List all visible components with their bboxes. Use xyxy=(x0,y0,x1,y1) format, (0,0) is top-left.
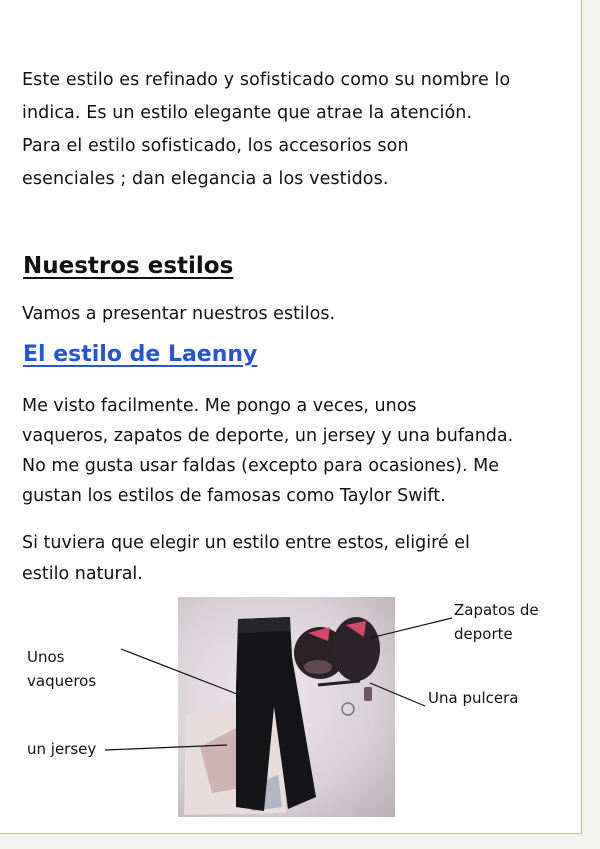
style-title: El estilo de Laenny xyxy=(23,342,258,367)
bracelet-shape xyxy=(342,703,354,715)
shoes-label-line: deporte xyxy=(454,625,513,643)
choice-line: estilo natural. xyxy=(22,564,143,584)
intro-line: esenciales ; dan elegancia a los vestidos. xyxy=(22,169,389,189)
description-line: gustan los estilos de famosas como Taylor Swift. xyxy=(22,486,446,506)
description-line: vaqueros, zapatos de deporte, un jersey y una bufanda. xyxy=(22,426,514,446)
jeans-label-line: vaqueros xyxy=(27,672,97,690)
style-description xyxy=(22,391,582,511)
outfit-photo xyxy=(178,597,395,817)
outfit-illustration xyxy=(178,597,395,817)
section-heading: Nuestros estilos xyxy=(23,253,234,279)
jeans-waistband xyxy=(238,617,290,633)
jeans-label xyxy=(27,645,137,693)
bracelet-label: Una pulcera xyxy=(428,689,519,707)
intro-paragraph xyxy=(22,64,582,196)
intro-line: indica. Es un estilo elegante que atrae la atención. xyxy=(22,103,473,123)
description-line: Me visto facilmente. Me pongo a veces, unos xyxy=(22,396,417,416)
intro-line: Para el estilo sofisticado, los accesorios son xyxy=(22,136,409,156)
pen-shape xyxy=(318,681,360,685)
description-line: No me gusta usar faldas (excepto para ocasiones). Me xyxy=(22,456,499,476)
section-subtitle: Vamos a presentar nuestros estilos. xyxy=(22,304,336,324)
nail-polish-shape xyxy=(364,687,372,701)
intro-line: Este estilo es refinado y sofisticado como su nombre lo xyxy=(22,70,511,90)
jersey-label: un jersey xyxy=(27,740,97,758)
jeans-label-line: Unos xyxy=(27,648,65,666)
choice-line: Si tuviera que elegir un estilo entre estos, eligiré el xyxy=(22,533,470,553)
style-choice xyxy=(22,528,582,590)
shoes-label xyxy=(454,598,574,646)
shoes-label-line: Zapatos de xyxy=(454,601,539,619)
